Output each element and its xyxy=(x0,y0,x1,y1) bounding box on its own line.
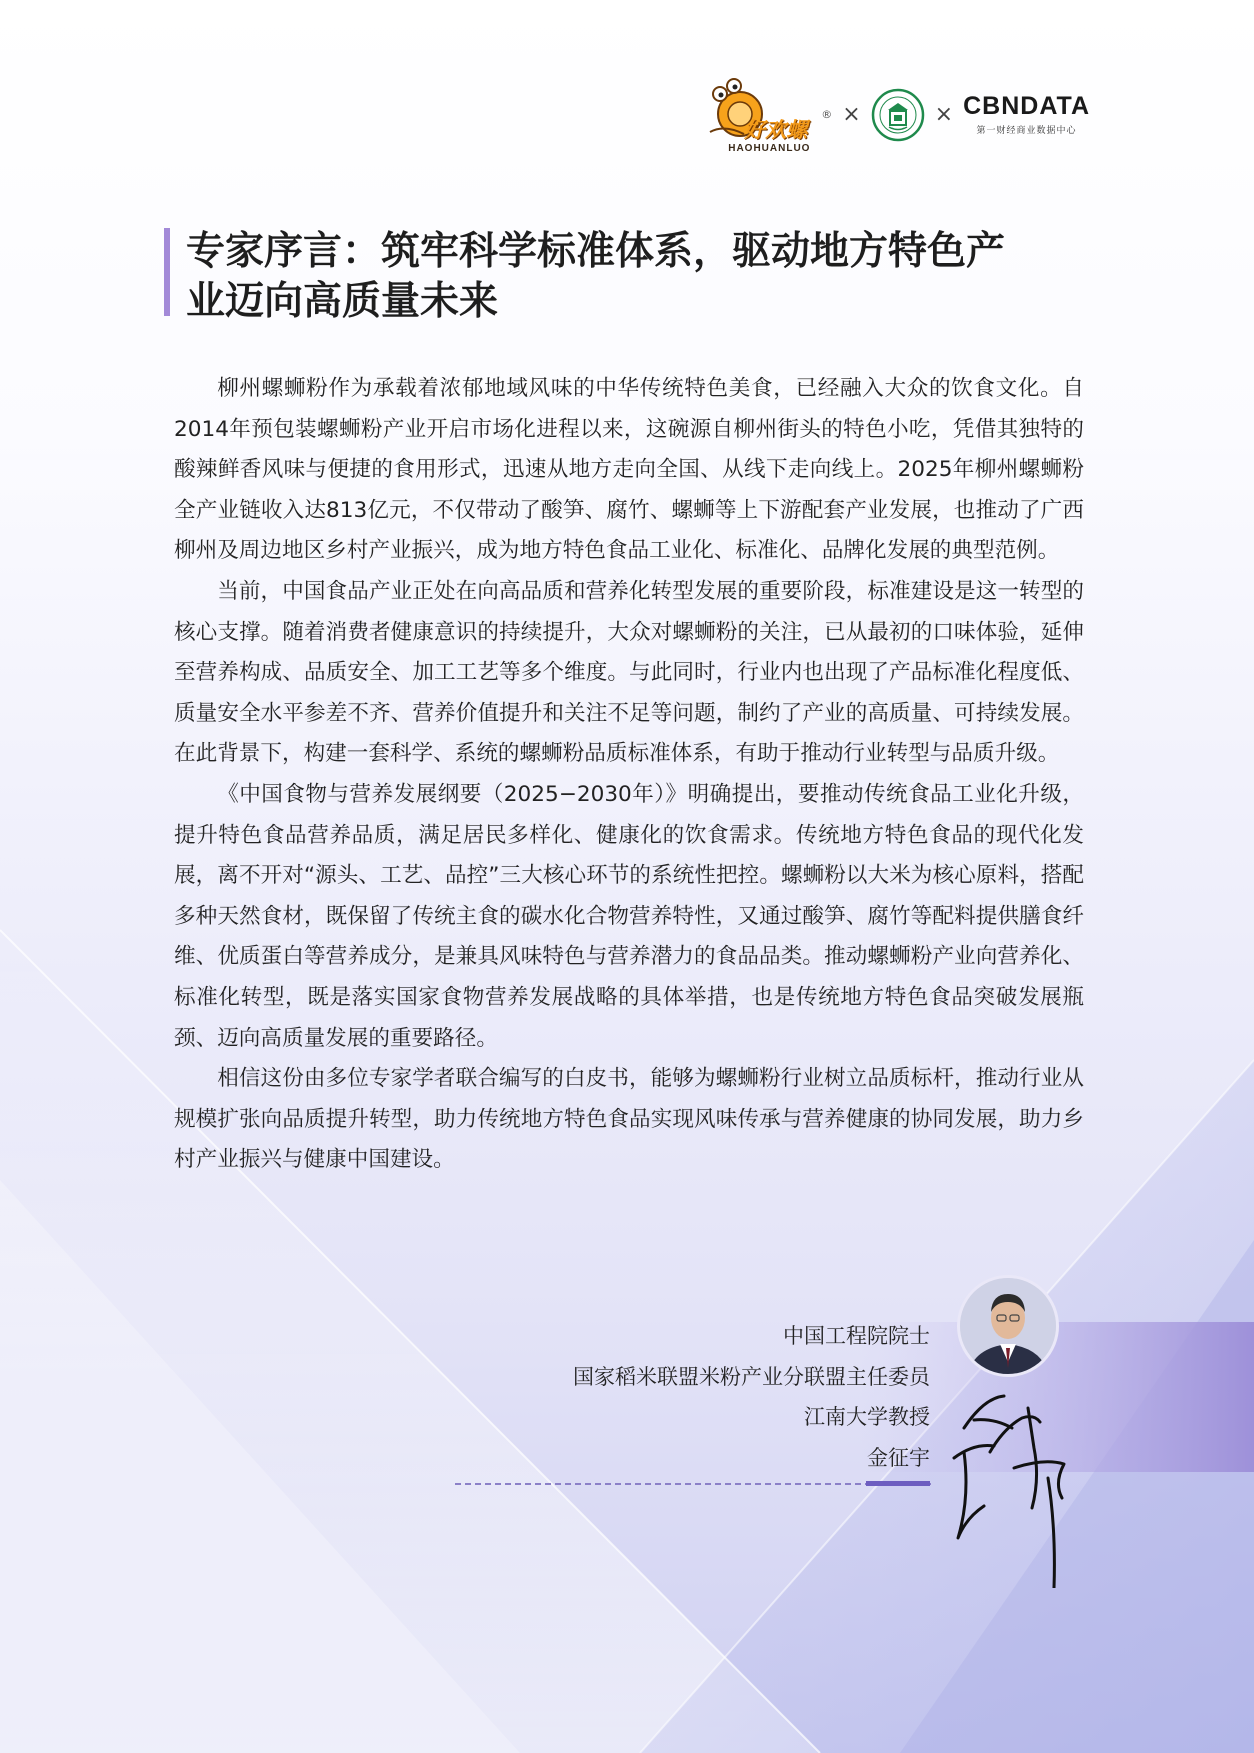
logo-separator: × xyxy=(842,102,861,127)
author-credentials xyxy=(573,1316,930,1478)
author-portrait xyxy=(957,1275,1059,1377)
cbndata-subtitle: 第一财经商业数据中心 xyxy=(976,126,1077,136)
header-logos xyxy=(704,74,1090,156)
handwritten-signature xyxy=(944,1388,1084,1588)
portrait-icon xyxy=(960,1278,1056,1374)
author-title-1: 中国工程院院士 xyxy=(783,1324,930,1348)
paragraph-4: 相信这份由多位专家学者联合编写的白皮书，能够为螺蛳粉行业树立品质标杆，推动行业从规模扩张向品质提升转型，助力传统地方特色食品实现风味传承与营养健康的协同发展，助力乡村产业振兴与健康中国建设。 xyxy=(174,1066,1084,1173)
author-name: 金征宇 xyxy=(867,1445,930,1470)
association-seal-icon xyxy=(871,88,925,142)
paragraph-3: 《中国食物与营养发展纲要（2025−2030年）》明确提出，要推动传统食品工业化升级，提升特色食品营养品质，满足居民多样化、健康化的饮食需求。传统地方特色食品的现代化发展，离不开对“源头、工艺、品控”三大核心环节的系统性把控。螺蛳粉以大米为核心原料，搭配多种天然食材，既保留了传统主食的碳水化合物营养特性，又通过酸笋、腐竹等配料提供膳食纤维、优质蛋白等营养成分，是兼具风味特色与营养潜力的食品品类。推动螺蛳粉产业向营养化、标准化转型，既是落实国家食物营养发展战略的具体举措，也是传统地方特色食品突破发展瓶颈、迈向高质量发展的重要路径。 xyxy=(174,781,1084,1051)
cbndata-text: CBNDATA xyxy=(963,92,1090,120)
haohuanluo-logo xyxy=(704,74,832,156)
paragraph-2: 当前，中国食品产业正处在向高品质和营养化转型发展的重要阶段，标准建设是这一转型的核心支撑。随着消费者健康意识的持续提升，大众对螺蛳粉的关注，已从最初的口味体验，延伸至营养构成、品质安全、加工工艺等多个维度。与此同时，行业内也出现了产品标准化程度低、质量安全水平参差不齐、营养价值提升和关注不足等问题，制约了产业的高质量、可持续发展。在此背景下，构建一套科学、系统的螺蛳粉品质标准体系，有助于推动行业转型与品质升级。 xyxy=(174,578,1084,767)
article-body xyxy=(174,369,1084,1181)
author-title-2: 国家稻米联盟米粉产业分联盟主任委员 xyxy=(573,1364,930,1389)
cbndata-logo xyxy=(963,94,1090,136)
page-title: 专家序言：筑牢科学标准体系，驱动地方特色产 业迈向高质量未来 xyxy=(186,228,1006,324)
author-title-3: 江南大学教授 xyxy=(804,1405,930,1429)
signature-divider xyxy=(455,1483,931,1485)
signature-divider-accent xyxy=(866,1481,930,1486)
title-accent-bar xyxy=(164,228,170,316)
registered-mark: ® xyxy=(821,108,833,121)
haohuanluo-en-text: HAOHUANLUO xyxy=(728,143,811,154)
title-block xyxy=(164,226,1094,326)
haohuanluo-cn-text: 好欢螺 xyxy=(744,118,808,142)
logo-separator: × xyxy=(934,102,954,127)
paragraph-1: 柳州螺蛳粉作为承载着浓郁地域风味的中华传统特色美食，已经融入大众的饮食文化。自2014年预包装螺蛳粉产业开启市场化进程以来，这碗源自柳州街头的特色小吃，凭借其独特的酸辣鲜香风味与便捷的食用形式，迅速从地方走向全国、从线下走向线上。2025年柳州螺蛳粉全产业链收入达813亿元，不仅带动了酸笋、腐竹、螺蛳等上下游配套产业发展，也推动了广西柳州及周边地区乡村产业振兴，成为地方特色食品工业化、标准化、品牌化发展的典型范例。 xyxy=(174,376,1084,564)
